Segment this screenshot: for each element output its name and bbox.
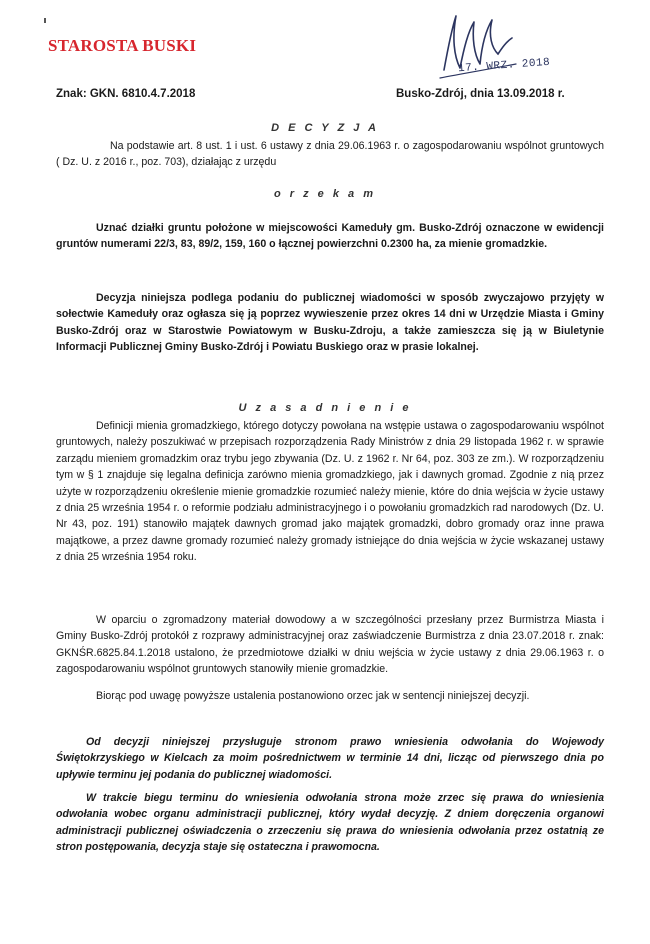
signature-icon bbox=[430, 8, 520, 86]
margin-mark bbox=[44, 18, 46, 23]
justification-paragraph-2: W oparciu o zgromadzony materiał dowodowy a w szczególności przesłany przez Burmistrza Miasta i Gminy Busko-Zdrój protokół z rozprawy administracyjnej oraz zaświadczenie Burmistrza z dnia 23.07.2018 r. znak: GKNŚR.6825.84.1.2018 ustalono, że przedmiotowe działki w dniu wejścia w życie ustawy z dnia 29.06.1963 r. o zagospodarowaniu wspólnot gruntowych stanowiły mienie gromadzkie. bbox=[56, 614, 604, 676]
place-and-date: Busko-Zdrój, dnia 13.09.2018 r. bbox=[396, 88, 565, 100]
decision-title: D E C Y Z J A bbox=[271, 122, 379, 134]
legal-basis: Na podstawie art. 8 ust. 1 i ust. 6 ustawy z dnia 29.06.1963 r. o zagospodarowaniu wspólnot gruntowych ( Dz. U. z 2016 r., poz. 703), działając z urzędu bbox=[56, 140, 604, 169]
appeal-waiver-instruction: W trakcie biegu terminu do wniesienia odwołania strona może zrzec się prawa do wniesienia odwołania wobec organu administracji publicznej, który wydał decyzję. Z dniem doręczenia organowi administracji publicznej oświadczenia o zrzeczeniu się prawa do wniesienia odwołania przez ostatnią ze stron postępowania, decyzja staje się ostateczna i prawomocna. bbox=[56, 792, 604, 854]
ruling-text: Uznać działki gruntu położone w miejscowości Kameduły gm. Busko-Zdrój oznaczone w ewidencji gruntów numerami 22/3, 83, 89/2, 159, 160 o łącznej powierzchni 0.2300 ha, za mienie gromadzkie. bbox=[56, 222, 604, 251]
publication-notice: Decyzja niniejsza podlega podaniu do publicznej wiadomości w sposób zwyczajowo przyjęty w sołectwie Kameduły oraz ogłasza się ją poprzez wywieszenie przez okres 14 dni w Urzędzie Miasta i Gminy Busko-Zdrój oraz w Starostwie Powiatowym w Busku-Zdroju, a także zamieszcza się ją w Biuletynie Informacji Publicznej Gminy Busko-Zdrój i Powiatu Buskiego oraz w prasie lokalnej. bbox=[56, 292, 604, 354]
justification-heading: U z a s a d n i e n i e bbox=[238, 402, 412, 414]
justification-paragraph-1: Definicji mienia gromadzkiego, którego dotyczy powołana na wstępie ustawa o zagospodarowaniu wspólnot gruntowych, należy poszukiwać w przepisach rozporządzenia Rady Ministrów z dnia 29 listopada 1962 r. w sprawie zarządu mieniem gromadzkim oraz trybu jego zbywania (Dz. U. z 1962 r. Nr 64, poz. 303 ze zm.). W rozporządzeniu tym w § 1 znajduje się legalna definicja zarówno mienia gromadzkiego, jak i dawnych gromad. Zgodnie z nią przez użyte w rozporządzeniu określenie mienie gromadzkie rozumieć należy mienie, które do dnia wejścia w życie ustawy z dnia 25 września 1954 r. o reformie podziału administracyjnego i o powołaniu gromadzkich rad narodowych (Dz. U. Nr 43, poz. 191) stanowiło majątek dawnych gromad jako majątek gromadzki, dobro gromady oraz inne prawa majątkowe, a przez dawne gromady rozumieć należy gromady istniejące do dnia wejścia w życie wskazanej ustawy z dnia 25 września 1954 roku. bbox=[56, 420, 604, 564]
authority-name: STAROSTA BUSKI bbox=[48, 36, 197, 55]
ruling-heading: o r z e k a m bbox=[274, 188, 376, 200]
reference-number: Znak: GKN. 6810.4.7.2018 bbox=[56, 88, 196, 100]
appeal-instruction: Od decyzji niniejszej przysługuje stronom prawo wniesienia odwołania do Wojewody Świętokrzyskiego w Kielcach za moim pośrednictwem w terminie 14 dni, licząc od pierwszego dnia po upływie terminu jej podania do publicznej wiadomości. bbox=[56, 736, 604, 781]
justification-paragraph-3: Biorąc pod uwagę powyższe ustalenia postanowiono orzec jak w sentencji niniejszej decyzji. bbox=[96, 690, 530, 702]
received-date-stamp: 17. WRZ. 2018 bbox=[457, 56, 551, 76]
